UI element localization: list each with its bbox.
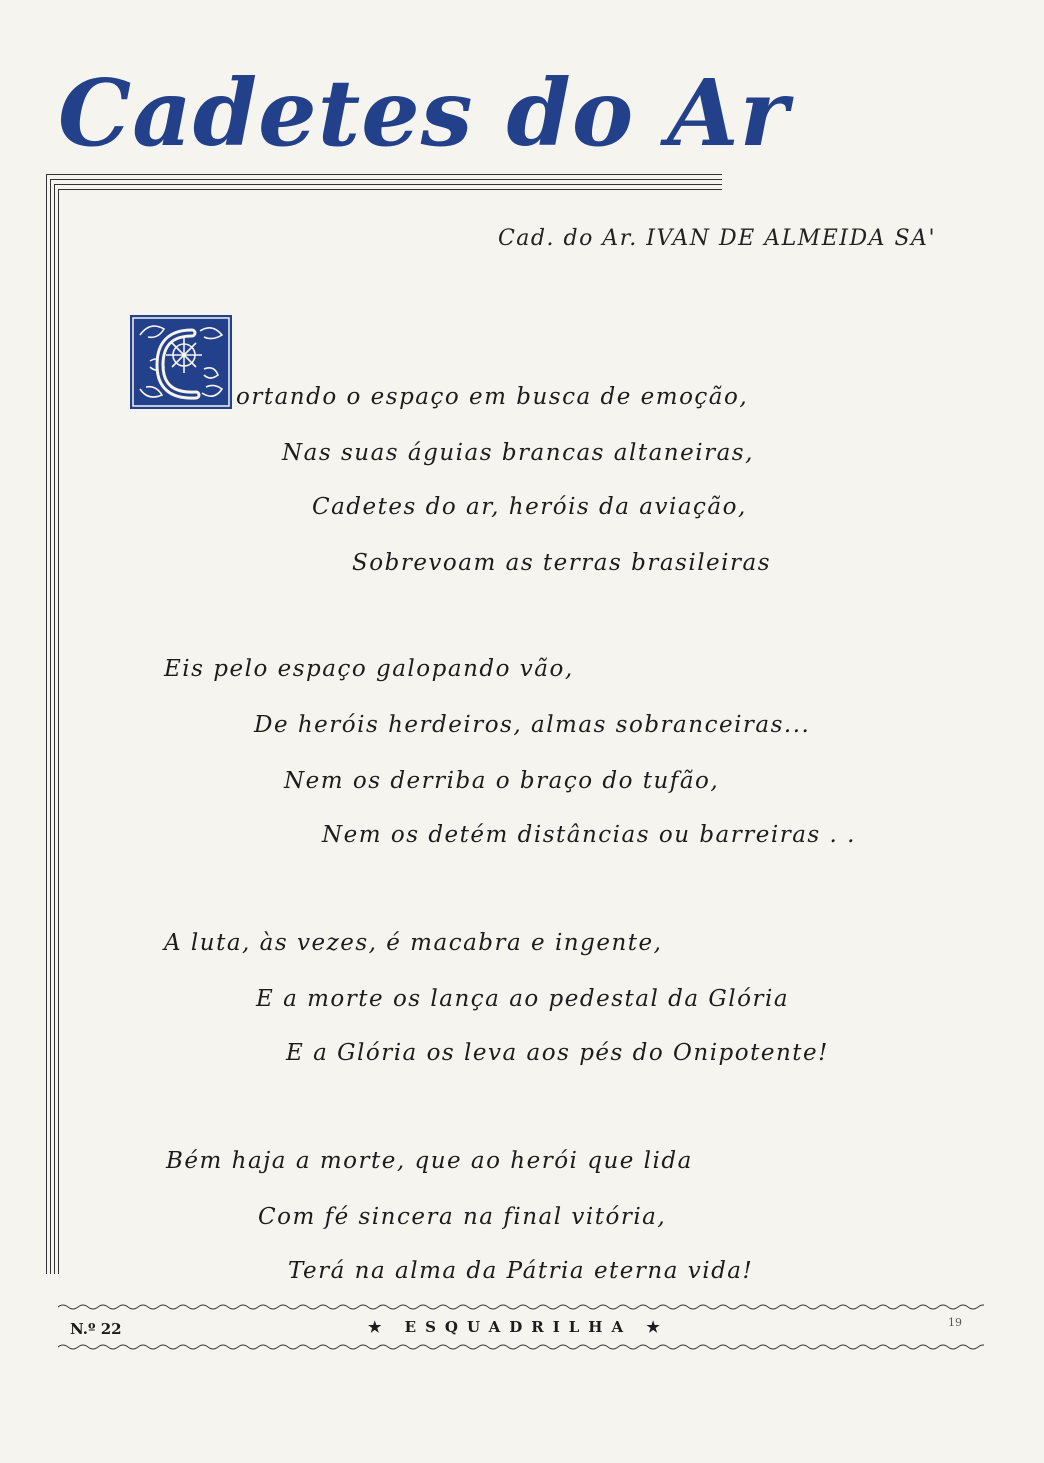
- poem-line: E a morte os lança ao pedestal da Glória: [256, 986, 790, 1012]
- poem-line: Nas suas águias brancas altaneiras,: [282, 440, 754, 466]
- poem-line: Cadetes do ar, heróis da aviação,: [312, 494, 747, 520]
- poem-line: De heróis herdeiros, almas sobranceiras...: [254, 712, 811, 738]
- poem-line: A luta, às vezes, é macabra e ingente,: [164, 930, 663, 956]
- poem-line: E a Glória os leva aos pés do Onipotente!: [286, 1040, 829, 1066]
- footer-wave-bottom: [58, 1343, 984, 1351]
- poem-line: ortando o espaço em busca de emoção,: [236, 384, 749, 410]
- poem-line: Bém haja a morte, que ao herói que lida: [166, 1148, 693, 1174]
- poem-line: Nem os detém distâncias ou barreiras . .: [322, 822, 856, 848]
- ornamental-dropcap-icon: [130, 315, 232, 409]
- issue-number: N.º 22: [70, 1320, 122, 1338]
- poem-line: Com fé sincera na final vitória,: [258, 1204, 667, 1230]
- magazine-name: ★ ESQUADRILHA ★: [368, 1318, 669, 1336]
- page-title: Cadetes do Ar: [58, 59, 790, 167]
- page-number: 19: [948, 1316, 962, 1329]
- poem-line: Sobrevoam as terras brasileiras: [352, 550, 772, 576]
- poem-line: Eis pelo espaço galopando vão,: [164, 656, 574, 682]
- poem-line: Nem os derriba o braço do tufão,: [284, 768, 720, 794]
- poem-line: Terá na alma da Pátria eterna vida!: [288, 1258, 754, 1284]
- author-byline: Cad. do Ar. IVAN DE ALMEIDA SA': [497, 226, 936, 251]
- footer-wave-top: [58, 1303, 984, 1311]
